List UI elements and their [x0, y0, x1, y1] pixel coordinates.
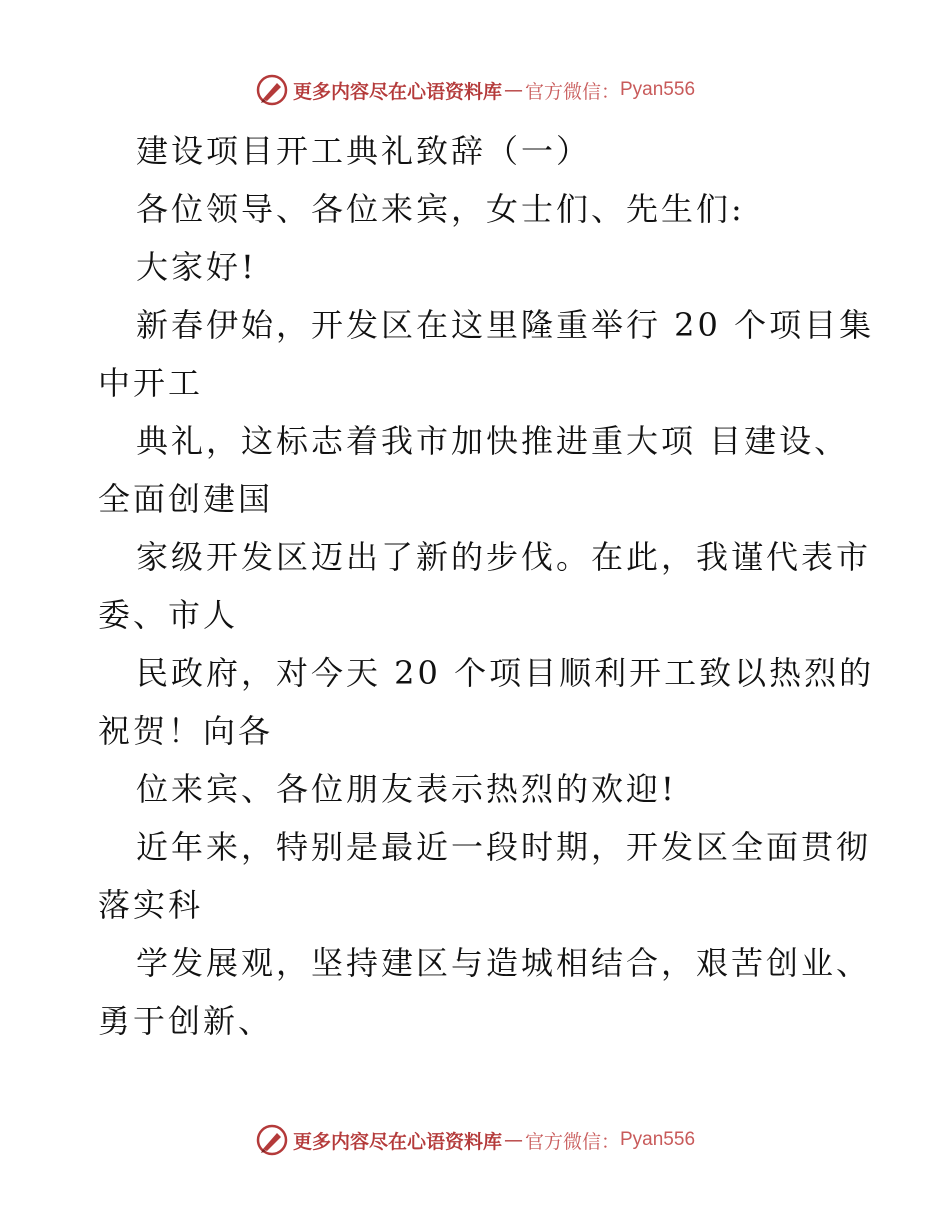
paragraph-line: 家级开发区迈出了新的步伐。在此，我谨代表市	[136, 538, 872, 576]
paragraph-line: 近年来，特别是最近一段时期，开发区全面贯彻	[136, 828, 872, 866]
paragraph-line: 学发展观，坚持建区与造城相结合，艰苦创业、	[136, 944, 872, 982]
paragraph-line: 中开工	[98, 364, 204, 402]
watermark-separator: —	[503, 1129, 523, 1151]
document-title: 建设项目开工典礼致辞（一）	[136, 132, 592, 170]
watermark-contact-label: 官方微信：	[524, 1130, 620, 1153]
paragraph-line: 典礼，这标志着我市加快推进重大项 目建设、	[136, 422, 850, 460]
document-body	[98, 122, 875, 1050]
paragraph-line: 落实科	[98, 886, 204, 924]
watermark-separator: —	[503, 79, 523, 101]
paragraph-line: 勇于创新、	[98, 1002, 274, 1040]
header-watermark	[0, 70, 950, 110]
pen-logo-icon	[255, 73, 289, 107]
paragraph-line: 全面创建国	[98, 480, 274, 518]
footer-watermark	[0, 1120, 950, 1160]
watermark-brand: 更多内容尽在心语资料库	[292, 80, 502, 103]
paragraph-line: 新春伊始，开发区在这里隆重举行 20 个项目集	[136, 306, 875, 344]
paragraph-line: 委、市人	[98, 596, 239, 634]
paragraph-line: 位来宾、各位朋友表示热烈的欢迎!	[136, 770, 677, 808]
watermark-contact-id: Pyan556	[620, 1129, 696, 1150]
paragraph-line: 民政府，对今天 20 个项目顺利开工致以热烈的	[136, 654, 875, 692]
salutation: 各位领导、各位来宾，女士们、先生们:	[136, 190, 745, 228]
watermark-contact-id: Pyan556	[620, 79, 696, 100]
greeting: 大家好!	[136, 248, 257, 286]
watermark-contact-label: 官方微信：	[524, 80, 620, 103]
paragraph-line: 祝贺！向各	[98, 712, 274, 750]
pen-logo-icon	[255, 1123, 289, 1157]
watermark-brand: 更多内容尽在心语资料库	[292, 1130, 502, 1153]
